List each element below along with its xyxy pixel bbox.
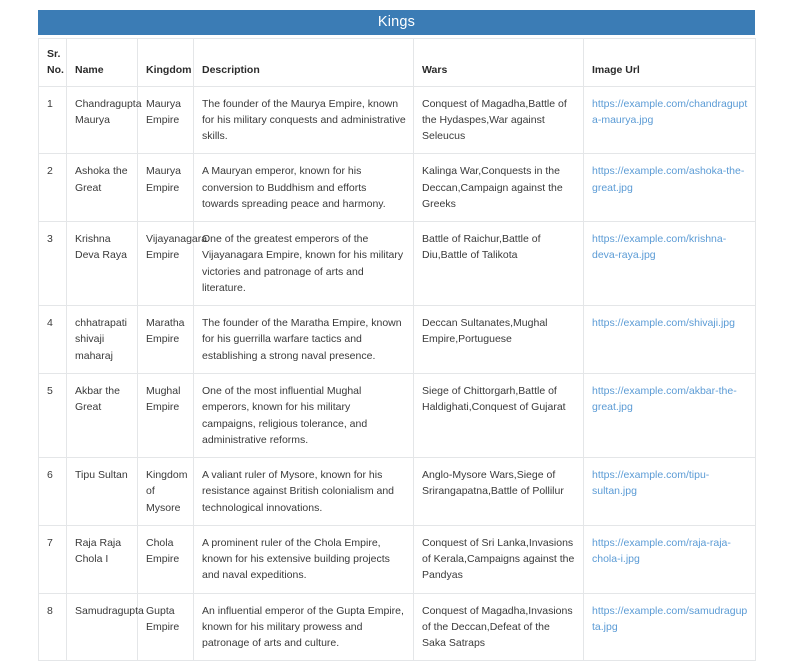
cell-name: Ashoka the Great — [67, 154, 138, 222]
cell-description: An influential emperor of the Gupta Empire, known for his military prowess and patronage of arts and culture. — [194, 593, 414, 661]
cell-wars: Conquest of Sri Lanka,Invasions of Kerala,Campaigns against the Pandyas — [414, 525, 584, 593]
cell-kingdom: Maurya Empire — [138, 86, 194, 154]
column-header-name[interactable]: Name — [67, 39, 138, 87]
column-header-image-url[interactable]: Image Url — [584, 39, 756, 87]
image-url-link[interactable]: https://example.com/samudragupta.jpg — [592, 604, 748, 633]
cell-description: One of the most influential Mughal emperors, known for his military campaigns, religious tolerance, and administrative reforms. — [194, 373, 414, 457]
cell-kingdom: Maratha Empire — [138, 306, 194, 374]
cell-name: Raja Raja Chola I — [67, 525, 138, 593]
cell-sr-no: 2 — [39, 154, 67, 222]
column-header-wars[interactable]: Wars — [414, 39, 584, 87]
cell-image-url — [584, 306, 756, 374]
cell-wars: Conquest of Magadha,Battle of the Hydaspes,War against Seleucus — [414, 86, 584, 154]
kings-table-container — [38, 38, 755, 661]
cell-kingdom: Chola Empire — [138, 525, 194, 593]
cell-sr-no: 4 — [39, 306, 67, 374]
cell-wars: Deccan Sultanates,Mughal Empire,Portuguese — [414, 306, 584, 374]
cell-name: Tipu Sultan — [67, 458, 138, 526]
column-header-sr-no[interactable]: Sr. No. — [39, 39, 67, 87]
column-header-description[interactable]: Description — [194, 39, 414, 87]
table-row — [39, 373, 756, 457]
cell-image-url — [584, 86, 756, 154]
table-row — [39, 86, 756, 154]
cell-wars: Siege of Chittorgarh,Battle of Haldighati,Conquest of Gujarat — [414, 373, 584, 457]
cell-sr-no: 3 — [39, 222, 67, 306]
cell-kingdom: Mughal Empire — [138, 373, 194, 457]
table-row — [39, 222, 756, 306]
page-title-banner: Kings — [38, 10, 755, 35]
table-row — [39, 306, 756, 374]
cell-image-url — [584, 154, 756, 222]
cell-sr-no: 6 — [39, 458, 67, 526]
image-url-link[interactable]: https://example.com/krishna-deva-raya.jpg — [592, 233, 727, 262]
cell-wars: Kalinga War,Conquests in the Deccan,Campaign against the Greeks — [414, 154, 584, 222]
cell-image-url — [584, 525, 756, 593]
image-url-link[interactable]: https://example.com/ashoka-the-great.jpg — [592, 165, 745, 194]
cell-description: A Mauryan emperor, known for his conversion to Buddhism and efforts towards spreading peace and harmony. — [194, 154, 414, 222]
image-url-link[interactable]: https://example.com/shivaji.jpg — [592, 317, 735, 330]
cell-image-url — [584, 222, 756, 306]
table-row — [39, 154, 756, 222]
image-url-link[interactable]: https://example.com/raja-raja-chola-i.jpg — [592, 536, 731, 566]
image-url-link[interactable]: https://example.com/tipu-sultan.jpg — [592, 469, 710, 498]
cell-name: chhatrapati shivaji maharaj — [67, 306, 138, 374]
table-row — [39, 593, 756, 661]
table-header — [39, 39, 756, 87]
image-url-link[interactable]: https://example.com/akbar-the-great.jpg — [592, 384, 737, 414]
cell-description: The founder of the Maratha Empire, known for his guerrilla warfare tactics and establishing a strong naval presence. — [194, 306, 414, 374]
cell-sr-no: 8 — [39, 593, 67, 661]
cell-sr-no: 5 — [39, 373, 67, 457]
cell-kingdom: Gupta Empire — [138, 593, 194, 661]
column-header-kingdom[interactable]: Kingdom — [138, 39, 194, 87]
cell-sr-no: 7 — [39, 525, 67, 593]
table-row — [39, 525, 756, 593]
cell-name: Krishna Deva Raya — [67, 222, 138, 306]
cell-image-url — [584, 373, 756, 457]
cell-sr-no: 1 — [39, 86, 67, 154]
table-row — [39, 458, 756, 526]
cell-name: Chandragupta Maurya — [67, 86, 138, 154]
cell-kingdom: Vijayanagara Empire — [138, 222, 194, 306]
cell-wars: Battle of Raichur,Battle of Diu,Battle of Talikota — [414, 222, 584, 306]
table-body — [39, 86, 756, 661]
cell-kingdom: Kingdom of Mysore — [138, 458, 194, 526]
cell-description: A valiant ruler of Mysore, known for his resistance against British colonialism and technological innovations. — [194, 458, 414, 526]
cell-description: One of the greatest emperors of the Vijayanagara Empire, known for his military victories and patronage of arts and literature. — [194, 222, 414, 306]
cell-kingdom: Maurya Empire — [138, 154, 194, 222]
cell-image-url — [584, 458, 756, 526]
cell-description: A prominent ruler of the Chola Empire, known for his extensive building projects and naval expeditions. — [194, 525, 414, 593]
cell-wars: Conquest of Magadha,Invasions of the Deccan,Defeat of the Saka Satraps — [414, 593, 584, 661]
cell-name: Samudragupta — [67, 593, 138, 661]
cell-description: The founder of the Maurya Empire, known for his military conquests and administrative skills. — [194, 86, 414, 154]
image-url-link[interactable]: https://example.com/chandragupta-maurya.jpg — [592, 97, 748, 126]
kings-table — [38, 38, 756, 661]
table-header-row — [39, 39, 756, 87]
cell-name: Akbar the Great — [67, 373, 138, 457]
cell-wars: Anglo-Mysore Wars,Siege of Srirangapatna,Battle of Pollilur — [414, 458, 584, 526]
cell-image-url — [584, 593, 756, 661]
